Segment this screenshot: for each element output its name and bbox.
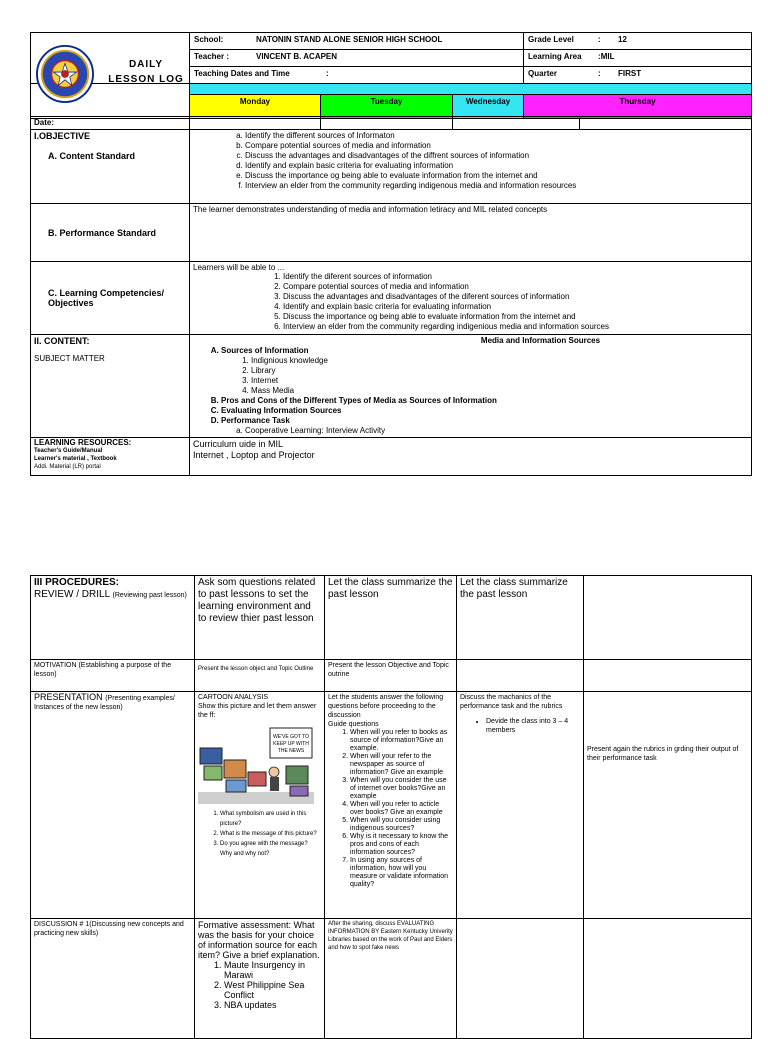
teacher-cell: Teacher : VINCENT B. ACAPEN [190, 50, 524, 67]
presentation-label-cell: PRESENTATION (Presenting examples/ Instances of the new lesson) [31, 692, 195, 919]
discussion-monday: Formative assessment: What was the basis for your choice of information source for each item? Give a brief explanation. 1. Maute Insurgency in Marawi 2. West Philippine Sea Conflict 3. NBA updates [195, 919, 325, 1039]
teaching-dates-cell: Teaching Dates and Time : [190, 67, 524, 84]
cartoon-questions: 1. What symbolism are used in this picture? 2. What is the message of this picture? 3. Do you agree with the message? Why and why not? [198, 809, 321, 859]
performance-standard-cell: The learner demonstrates understanding of media and information letiracy and MIL related concepts [190, 204, 752, 262]
day-tuesday: Tuesday [321, 95, 453, 119]
guide-questions-list: 1. When will you refer to books as source of information?Give an example. 2. When will your refer to the newspaper as source of information? Give an example 3. When will you consider the use of internet over books?Give an example 4. When will you refer to acticle over books? Give an example 5. When will you consider using indigenous sources? 6. Why is it necessary to know the pros and cons of each information sources? 7. In using any sources of information, how will you measure or validate information quality? [328, 729, 453, 889]
content-label-cell: II. CONTENT: SUBJECT MATTER [31, 335, 190, 438]
lesson-table [30, 116, 752, 476]
presentation-tuesday: Let the students answer the following questions before proceeding to the discussion Guide questions 1. When will you refer to books as source of information?Give an example. 2. When will your refer to the newspaper as source of information? Give an example 3. When will you consider the use of internet over books?Give an example 4. When will you refer to acticle over books? Give an example 5. When will you consider using indigenous sources? 6. Why is it necessary to know the pros and cons of each information sources? 7. In using any sources of information, how will you measure or validate information quality? [325, 692, 457, 919]
logo-cell [31, 33, 190, 84]
header-table [30, 32, 752, 119]
wednesday-bullets: • Devide the class into 3 – 4 members [460, 717, 580, 735]
day-wednesday: Wednesday [453, 95, 524, 119]
competencies-cell: Learners will be able to ... 1. Identify the diferent sources of information 2. Compare potential sources of media and information 3. Discuss the advantages and disadvantages of the diferent sources of information 4. Identify and explain basic criteria for evaluating information 5. Discuss the importance og being able to evaluate information from the internet and 6. Interview an elder from the community regarding indigenious media and information sources [190, 262, 752, 335]
review-tuesday: Let the class summarize the past lesson [325, 576, 457, 660]
day-thursday: Thursday [524, 95, 752, 119]
performance-standard-label: B. Performance Standard [31, 204, 190, 262]
review-wednesday: Let the class summarize the past lesson [457, 576, 584, 660]
formative-items: 1. Maute Insurgency in Marawi 2. West Philippine Sea Conflict 3. NBA updates [198, 960, 321, 1010]
cyan-band [190, 84, 752, 95]
review-monday: Ask som questions related to past lessons to set the learning environment and to review thier past lesson [195, 576, 325, 660]
content-standard-list: a. Identify the different sources of Informaton b. Compare potential sources of media and information c. Discuss the advantages and disadvantages of the diffrent sources of information d. Identify and explain basic criteria for evaluating information e. Discuss the importance og being able to evaluate information from the internet and f. Interview an elder from the community regarding indigenous media and information resources [193, 131, 748, 191]
content-standard-cell [190, 130, 752, 204]
motivation-label-cell: MOTIVATION (Establishing a purpose of the lesson) [31, 660, 195, 692]
competencies-label: C. Learning Competencies/ Objectives [31, 262, 190, 335]
presentation-wednesday: Discuss the machanics of the performance task and the rubrics • Devide the class into 3 – 4 members [457, 692, 584, 919]
svg-text:WE'VE GOT TO: WE'VE GOT TO [273, 734, 309, 740]
motivation-tuesday: Present the lesson Objective and Topic outrine [325, 660, 457, 692]
presentation-thursday: Present again the rubrics in grding their output of their performance task [584, 692, 752, 919]
cartoon-image [198, 722, 314, 804]
svg-text:THE NEWS: THE NEWS [277, 748, 305, 754]
deped-seal-icon [36, 45, 94, 103]
review-label-cell: III PROCEDURES: REVIEW / DRILL (Reviewing past lesson) [31, 576, 195, 660]
content-outline: A. Sources of Information 1. Indignious knowledge 2. Library 3. Internet 4. Mass Media B. Pros and Cons of the Different Types of Media as Sources of Information C. Evaluating Information Sources D. Performance Task a. Cooperative Learning: Interview Activity [193, 346, 748, 436]
school-cell: School: NATONIN STAND ALONE SENIOR HIGH SCHOOL [190, 33, 524, 50]
discussion-label-cell: DISCUSSION # 1(Discussing new concepts and practicing new skills) [31, 919, 195, 1039]
svg-text:KEEP UP WITH: KEEP UP WITH [273, 741, 309, 747]
presentation-monday: CARTOON ANALYSIS Show this picture and let them answer the ff: WE'VE GOT TO KEEP UP WITH THE NEWS 1. What symbolism are used in this picture? 2. What is the message of this picture? 3. Do you agree with the message? Why and why not? [195, 692, 325, 919]
day-monday: Monday [190, 95, 321, 119]
quarter-cell: Quarter : FIRST [524, 67, 752, 84]
content-cell: Media and Information Sources A. Sources of Information 1. Indignious knowledge 2. Library 3. Internet 4. Mass Media B. Pros and Cons of the Different Types of Media as Sources of Information C. Evaluating Information Sources D. Performance Task a. Cooperative Learning: Interview Activity [190, 335, 752, 438]
competencies-list: 1. Identify the diferent sources of information 2. Compare potential sources of media and information 3. Discuss the advantages and disadvantages of the diferent sources of information 4. Identify and explain basic criteria for evaluating information 5. Discuss the importance og being able to evaluate information from the internet and 6. Interview an elder from the community regarding indigenious media and information sources [193, 272, 748, 332]
resources-cell: Curriculum uide in MIL Internet , Loptop and Projector [190, 438, 752, 476]
motivation-monday: Present the lesson object and Topic Outline [195, 660, 325, 692]
date-label: Date: [31, 117, 190, 130]
resources-label-cell: LEARNING RESOURCES: Teacher's Guide/Manual Learner's material , Textbook Addi. Material (LR) portal [31, 438, 190, 476]
learning-area-cell: Learning Area :MIL [524, 50, 752, 67]
grade-level-cell: Grade Level : 12 [524, 33, 752, 50]
procedures-table [30, 575, 752, 1039]
document-title: DAILY LESSON LOG [108, 59, 184, 85]
content-standard-label: I.OBJECTIVE A. Content Standard [31, 130, 190, 204]
discussion-tuesday: After the sharing, discuss EVALUATING INFORMATION BY Eastern Kentucky Univerity Libraries based on the work of Paul and Elders and how to spot fake news [325, 919, 457, 1039]
